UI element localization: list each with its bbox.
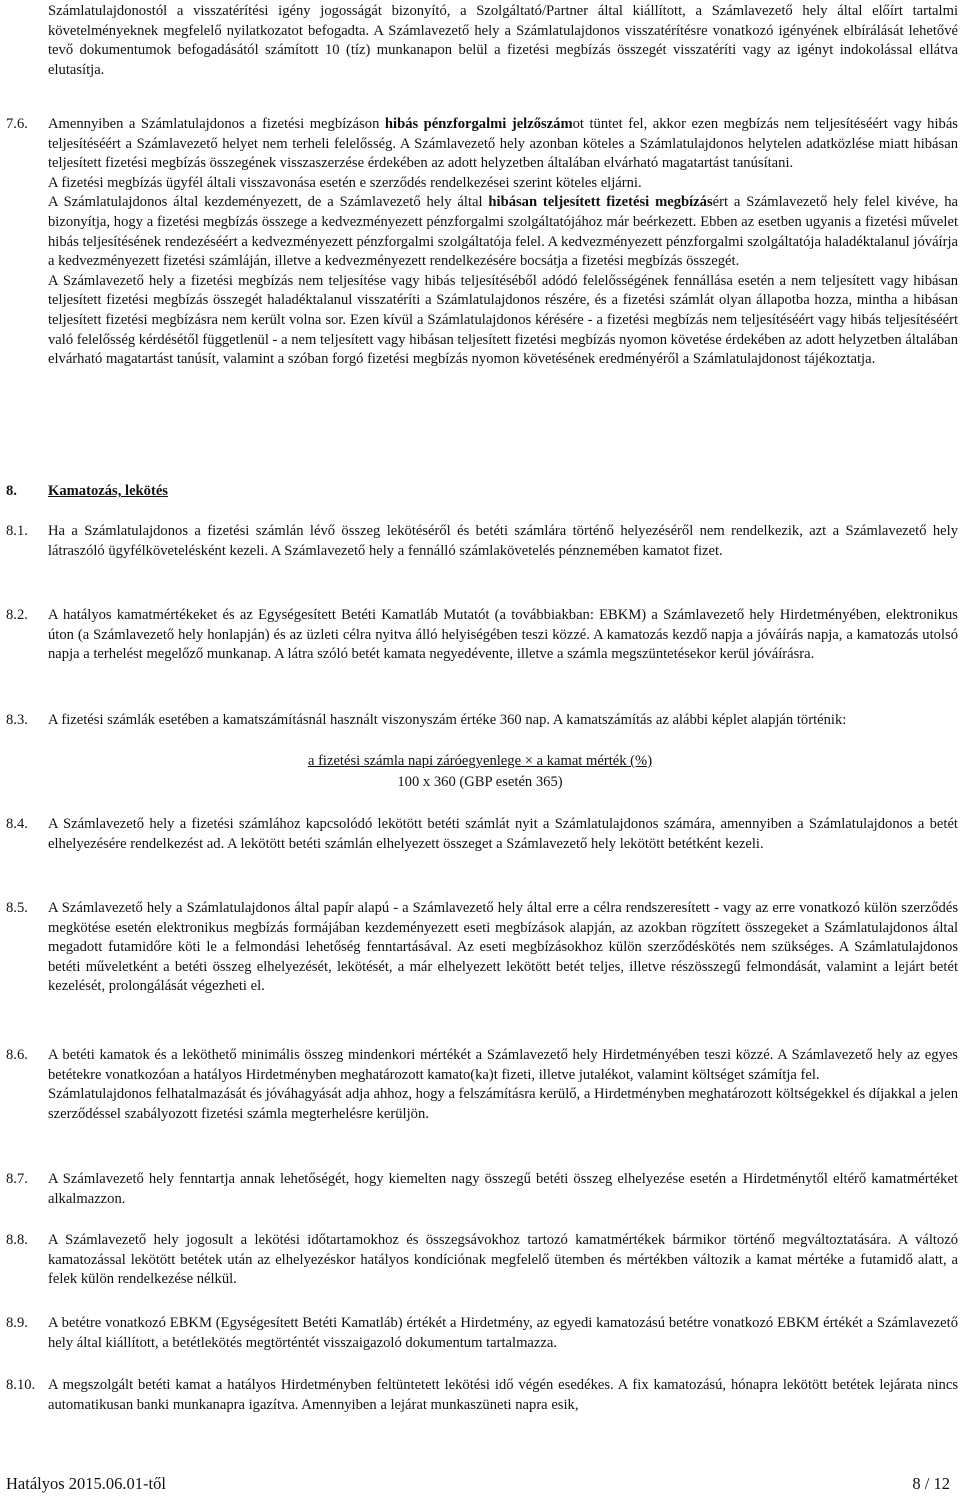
section-number-8-4: 8.4. xyxy=(6,816,28,832)
section-number-8-3: 8.3. xyxy=(6,712,28,728)
section-8-6-paragraph-2: Számlatulajdonos felhatalmazását és jóváhagyását adja ahhoz, hogy a felszámításra kerülő, a Hirdetményben meghatározott költségekkel és díjakkal a jelen szerződéssel szabályozott fizetési számla megterhelésre kerüljön. xyxy=(48,1086,958,1122)
intro-paragraph: Számlatulajdonostól a visszatérítési igény jogosságát bizonyító, a Szolgáltató/Partner által kiállított, a Számlavezető hely által előírt tartalmi követelményeknek megfelelő nyilatkozatot befogadta. A Számlavezető hely a Számlatulajdonos visszatérítésre vonatkozó igényének elbírálását lehetővé tevő dokumentumok befogadásától számított 10 (tíz) munkanapon belül a fizetési megbízás összegét visszatéríti vagy az igényt indokolással ellátva elutasítja. xyxy=(48,3,958,78)
section-7-6-paragraph-1 xyxy=(48,115,958,174)
section-8-6-paragraph-1: A betéti kamatok és a leköthető minimális összeg mindenkori mértékét a Számlavezető hely Hirdetményében teszi közzé. A Számlavezető hely az egyes betétekre vonatkozóan a hatályos Hirdetményben meghatározott kamato(ka)t fizeti, illetve jutalékot, valamint költséget számítja fel. xyxy=(48,1047,958,1083)
section-8-5: A Számlavezető hely a Számlatulajdonos által papír alapú - a Számlavezető hely által erre a célra rendszeresített - vagy az erre vonatkozó külön szerződés megkötése esetén elektronikus megbízás formájában kezdeményezett eseti megbízások alapján, az azokban rögzített összegeket a Számlatulajdonos által megadott futamidőre köti le a felmondási lehetőség fenntartásával. Az eseti megbízásokhoz külön szerződéskötés nem szükséges. A Számlatulajdonos betéti műveletként a betéti összeg elhelyezését, lekötését, a már elhelyezett lekötött betét teljes, illetve részösszegű felmondását, valamint a lejárt betét kezelését, prolongálását végezheti el. xyxy=(48,900,958,995)
formula-numerator: a fizetési számla napi záróegyenlege × a kamat mérték (%) xyxy=(307,753,653,769)
section-number-8-8: 8.8. xyxy=(6,1232,28,1248)
s76-p3-bold: hibásan teljesített fizetési megbízás xyxy=(488,194,713,211)
page-number: 8 / 12 xyxy=(912,1474,950,1493)
section-number-8-1: 8.1. xyxy=(6,523,28,539)
section-number-8-9: 8.9. xyxy=(6,1315,28,1331)
section-number-8-7: 8.7. xyxy=(6,1171,28,1187)
formula-denominator: 100 x 360 (GBP esetén 365) xyxy=(397,774,563,790)
section-8-10: A megszolgált betéti kamat a hatályos Hirdetményben feltüntetett lekötési idő végén esedékes. A fix kamatozású, hónapra lekötött betétek lejárata nincs automatikusan banki munkanapra igazítva. Amennyiben a lejárat munkaszüneti napra esik, xyxy=(48,1377,958,1413)
section-number-7-6: 7.6. xyxy=(6,116,28,132)
section-number-8-6: 8.6. xyxy=(6,1047,28,1063)
section-8-2: A hatályos kamatmértékeket és az Egységesített Betéti Kamatláb Mutatót (a továbbiakban: EBKM) a Számlavezető hely Hirdetményében, elektronikus úton (a Számlavezető hely honlapján) és az üzleti célra nyitva álló helyiségében teszi közzé. A kamatozás kezdő napja a jóváírás napja, a kamatozás utolsó napja a terhelést megelőző munkanap. A látra szóló betét kamata negyedévente, illetve a számla megszüntetésekor kerül jóváírásra. xyxy=(48,607,958,663)
section-7-6 xyxy=(48,115,958,370)
interest-formula-numerator xyxy=(0,752,960,772)
section-number-8-2: 8.2. xyxy=(6,607,28,623)
effective-date-footer: Hatályos 2015.06.01-től xyxy=(6,1474,166,1493)
s76-p1-bold: hibás pénzforgalmi jelzőszám xyxy=(384,116,573,132)
section-8-7: A Számlavezető hely fenntartja annak lehetőségét, hogy kiemelten nagy összegű betéti összeg elhelyezése esetén a Hirdetménytől eltérő kamatmértéket alkalmazzon. xyxy=(48,1171,958,1207)
section-8-4: A Számlavezető hely a fizetési számlához kapcsolódó lekötött betéti számlát nyit a Számlatulajdonos számára, amennyiben a Számlatulajdonos a betét elhelyezésére rendelkezést ad. A lekötött betéti számlán elhelyezett összeget a Számlavezető hely lekötött betétként kezeli. xyxy=(48,816,958,852)
s76-p1-text-c: ot tüntet fel, akkor ezen megbízás nem teljesítéséért vagy hibás teljesítéséért a Számlavezető helyet nem terheli felelősség. A Számlavezető hely azonban köteles a Számlatulajdonos helytelen adatközlése miatt hibásan teljesített fizetési megbízás összegének visszaszerzése érdekében az adott helyzetben általában elvárható magatartást tanúsítani. xyxy=(48,116,958,172)
section-7-6-paragraph-3 xyxy=(48,193,958,271)
section-7-6-paragraph-2: A fizetési megbízás ügyfél általi visszavonása esetén e szerződés rendelkezései szerint köteles eljárni. xyxy=(48,174,642,191)
interest-formula-denominator xyxy=(0,773,960,793)
section-8-6 xyxy=(48,1046,958,1124)
section-number-8: 8. xyxy=(6,483,17,499)
section-7-6-paragraph-4: A Számlavezető hely a fizetési megbízás nem teljesítése vagy hibás teljesítéséből adódó felelősségének fennállása esetén a nem teljesített vagy hibásan teljesített fizetési megbízás összegét haladéktalanul visszatéríti a Számlatulajdonos részére, és a fizetési számlát olyan állapotba hozza, mintha a hibásan teljesített fizetési megbízásra nem került volna sor. Ezen kívül a Számlatulajdonos kérésére - a fizetési megbízás nem teljesítéséért vagy hibás teljesítéséért való felelősség kérdésétől függetlenül - a nem teljesített vagy hibásan teljesített fizetési megbízás nyomon követése érdekében az adott helyzetben általában elvárható magatartást tanúsít, valamint a szóban forgó fizetési megbízás nyomon követésének eredményéről a Számlatulajdonost tájékoztatja. xyxy=(48,272,958,368)
section-8-1: Ha a Számlatulajdonos a fizetési számlán lévő összeg lekötéséről és betéti számlára történő helyezéséről nem rendelkezik, azt a Számlavezető hely látraszóló ügyfélkövetelésként kezeli. A Számlavezető hely a fennálló számlakövetelés pénznemében kamatot fizet. xyxy=(48,523,958,559)
section-8-3: A fizetési számlák esetében a kamatszámításnál használt viszonyszám értéke 360 nap. A kamatszámítás az alábbi képlet alapján történik: xyxy=(48,712,847,728)
section-number-8-10: 8.10. xyxy=(6,1377,36,1393)
section-8-8: A Számlavezető hely jogosult a lekötési időtartamokhoz és összegsávokhoz tartozó kamatmértékek bármikor történő megváltoztatására. A változó kamatozással lekötött betétek után az elhelyezéskor hatályos kondíciónak megfelelő ütemben és mértékben változik a kamat mértéke a futamidő alatt, a felek külön rendelkezése nélkül. xyxy=(48,1232,958,1288)
s76-p1-text-a: Amennyiben a Számlatulajdonos a fizetési megbízáson xyxy=(48,116,385,132)
section-number-8-5: 8.5. xyxy=(6,900,28,916)
s76-p3-text-c: ért a Számlavezető hely felel kivéve, ha bizonyítja, hogy a fizetési megbízás összege a kedvezményezett pénzforgalmi szolgáltatójához már beérkezett. Ebben az esetben ugyanis a fizetési művelet hibás teljesítésének rendezéséért a kedvezményezett pénzforgalmi szolgáltatója felel. A kedvezményezett pénzforgalmi szolgáltatója haladéktalanul jóváírja a kedvezményezett fizetési számláján, illetve a kedvezményezett rendelkezésére bocsátja a fizetési megbízás összegét. xyxy=(48,194,958,270)
s76-p3-text-a: A Számlatulajdonos által kezdeményezett, de a Számlavezető hely által xyxy=(48,194,489,211)
section-8-9: A betétre vonatkozó EBKM (Egységesített Betéti Kamatláb) értékét a Hirdetmény, az egyedi kamatozású betétre vonatkozó EBKM értékét a Számlavezető hely által kiállított, a betétlekötés megtörténtét visszaigazoló dokumentum tartalmazza. xyxy=(48,1315,958,1351)
section-8-title: Kamatozás, lekötés xyxy=(48,483,168,499)
